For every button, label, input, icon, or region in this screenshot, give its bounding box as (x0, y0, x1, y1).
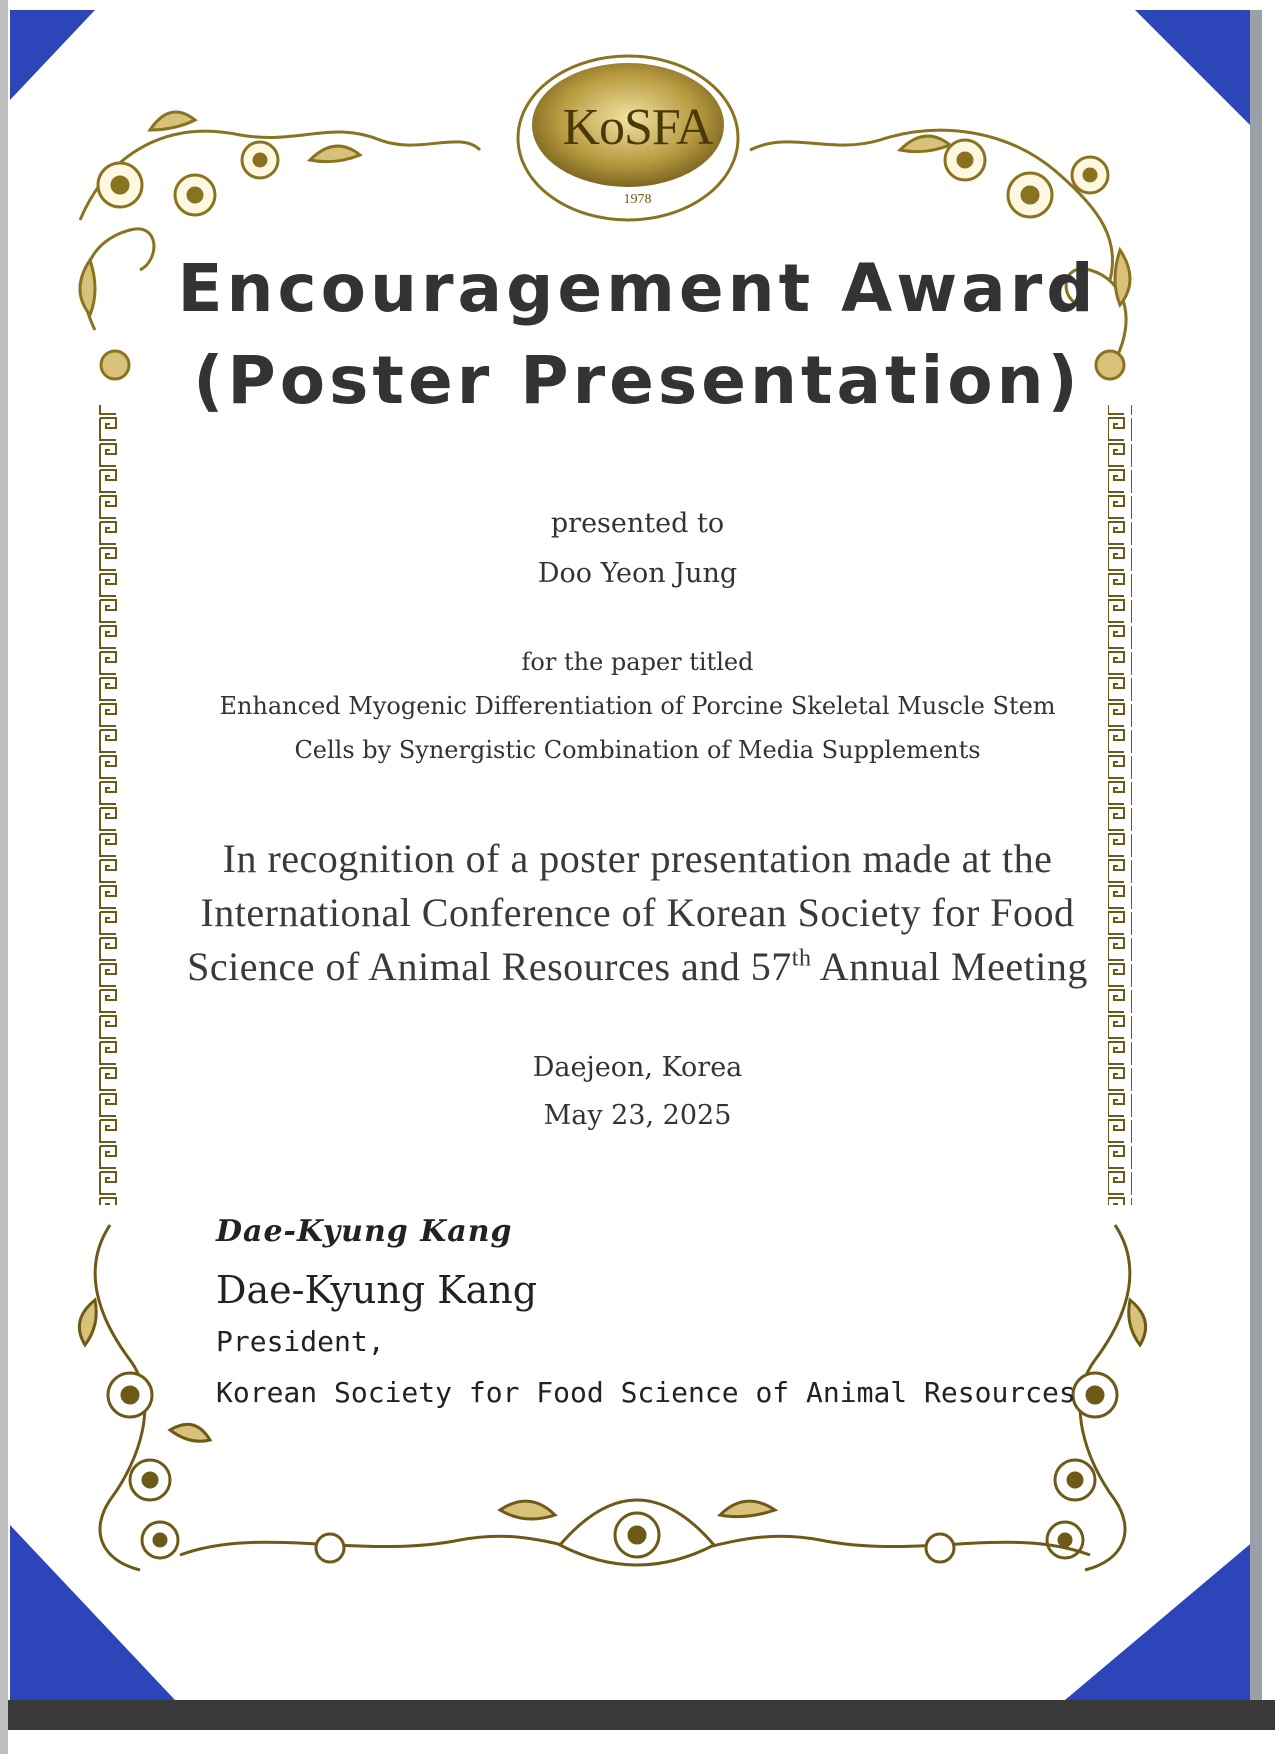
recipient-name: Doo Yeon Jung (537, 558, 738, 589)
recognition-line2: International Conference of Korean Society for Food (200, 890, 1075, 935)
signer-name: Dae-Kyung Kang (216, 1268, 538, 1312)
paper-title-line1: Enhanced Myogenic Differentiation of Porcine Skeletal Muscle Stem (219, 692, 1056, 720)
award-title-line1: Encouragement Award (177, 250, 1098, 327)
logo-text: KoSFA (562, 99, 713, 156)
ordinal-suffix: th (791, 945, 812, 972)
signature: Dae-Kyung Kang (216, 1214, 513, 1249)
signer-organization: Korean Society for Food Science of Animal Resources (216, 1376, 1076, 1409)
corner-bottom-right (1065, 1540, 1255, 1700)
recognition-line1: In recognition of a poster presentation made at the (222, 836, 1053, 881)
presented-label: presented to (550, 508, 725, 539)
recognition-line3-b: Annual Meeting (811, 944, 1088, 989)
award-date: May 23, 2025 (543, 1100, 732, 1131)
award-title-line2: (Poster Presentation) (193, 342, 1082, 419)
recognition-line3-a: Science of Animal Resources and 57 (187, 944, 792, 989)
corner-top-left (10, 10, 95, 100)
recognition-line3 (0, 943, 1275, 990)
logo-year: 1978 (623, 192, 652, 207)
floral-ornament-bottom-center (180, 1500, 1090, 1565)
paper-title-line2: Cells by Synergistic Combination of Media Supplements (294, 736, 981, 764)
paper-label: for the paper titled (521, 648, 754, 676)
signer-title: President, (216, 1325, 385, 1358)
floral-ornament-bottom-left (79, 1225, 210, 1570)
location: Daejeon, Korea (532, 1052, 743, 1083)
